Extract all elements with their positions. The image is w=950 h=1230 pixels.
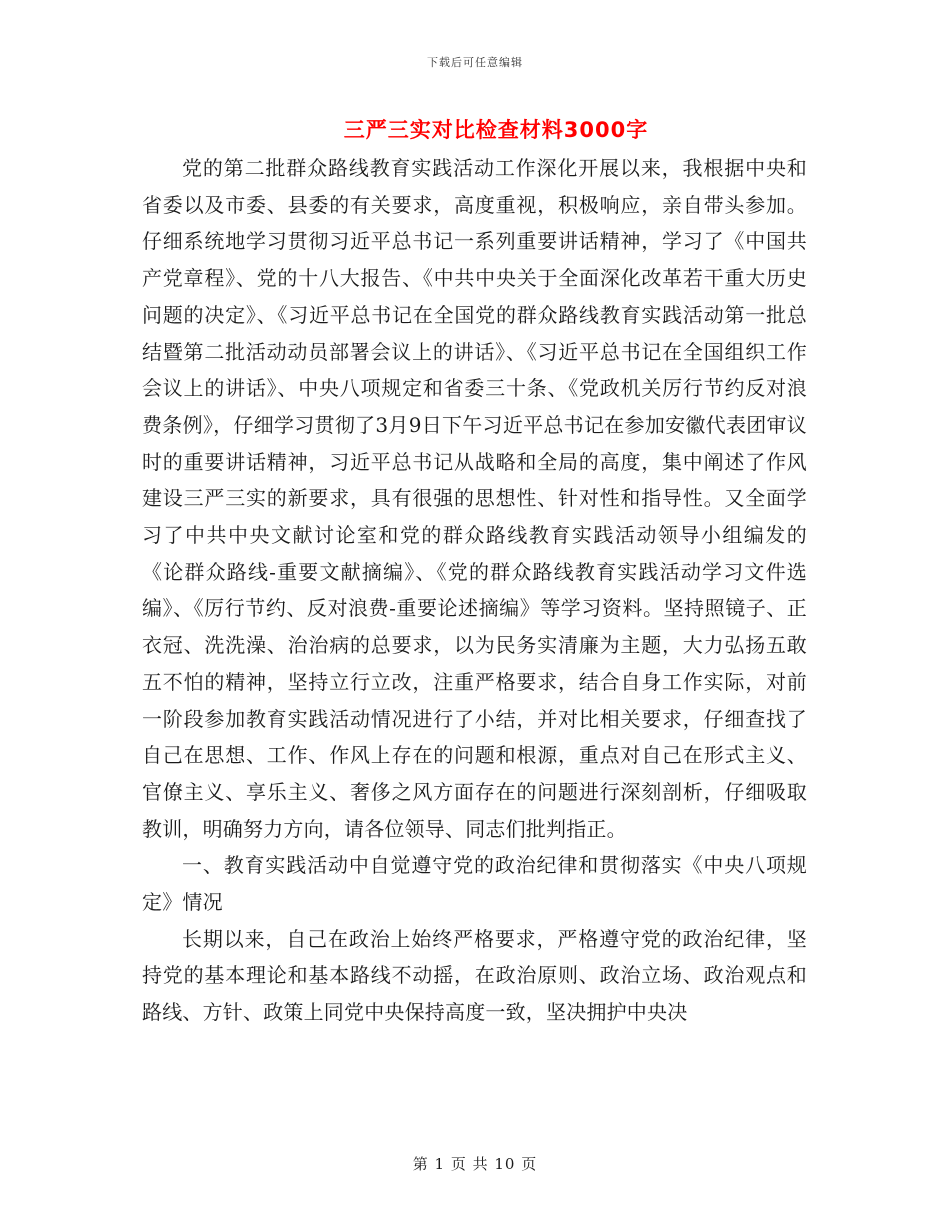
document-body xyxy=(142,150,807,1031)
page-footer: 第 1 页 共 10 页 xyxy=(412,1155,538,1173)
header-note: 下载后可任意编辑 xyxy=(427,56,523,69)
section-heading-1: 一、教育实践活动中自觉遵守党的政治纪律和贯彻落实《中央八项规定》情况 xyxy=(142,853,807,915)
paragraph-intro: 党的第二批群众路线教育实践活动工作深化开展以来，我根据中央和省委以及市委、县委的有关要求，高度重视，积极响应，亲自带头参加。仔细系统地学习贯彻习近平总书记一系列重要讲话精神，学习了《中国共产党章程》、党的十八大报告、《中共中央关于全面深化改革若干重大历史问题的决定》、《习近平总书记在全国党的群众路线教育实践活动第一批总结暨第二批活动动员部署会议上的讲话》、《习近平总书记在全国组织工作会议上的讲话》、中央八项规定和省委三十条、《党政机关厉行节约反对浪费条例》，仔细学习贯彻了3月9日下午习近平总书记在参加安徽代表团审议时的重要讲话精神，习近平总书记从战略和全局的高度，集中阐述了作风建设三严三实的新要求，具有很强的思想性、针对性和指导性。又全面学习了中共中央文献讨论室和党的群众路线教育实践活动领导小组编发的《论群众路线-重要文献摘编》、《党的群众路线教育实践活动学习文件选编》、《厉行节约、反对浪费-重要论述摘编》等学习资料。坚持照镜子、正衣冠、洗洗澡、治治病的总要求，以为民务实清廉为主题，大力弘扬五敢五不怕的精神，坚持立行立改，注重严格要求，结合自身工作实际，对前一阶段参加教育实践活动情况进行了小结，并对比相关要求，仔细查找了自己在思想、工作、作风上存在的问题和根源，重点对自己在形式主义、官僚主义、享乐主义、奢侈之风方面存在的问题进行深刻剖析，仔细吸取教训，明确努力方向，请各位领导、同志们批判指正。 xyxy=(142,156,807,841)
document-title: 三严三实对比检查材料3000字 xyxy=(343,118,649,142)
paragraph-section-1: 长期以来，自己在政治上始终严格要求，严格遵守党的政治纪律，坚持党的基本理论和基本路线不动摇，在政治原则、政治立场、政治观点和路线、方针、政策上同党中央保持高度一致，坚决拥护中央决 xyxy=(142,926,807,1025)
